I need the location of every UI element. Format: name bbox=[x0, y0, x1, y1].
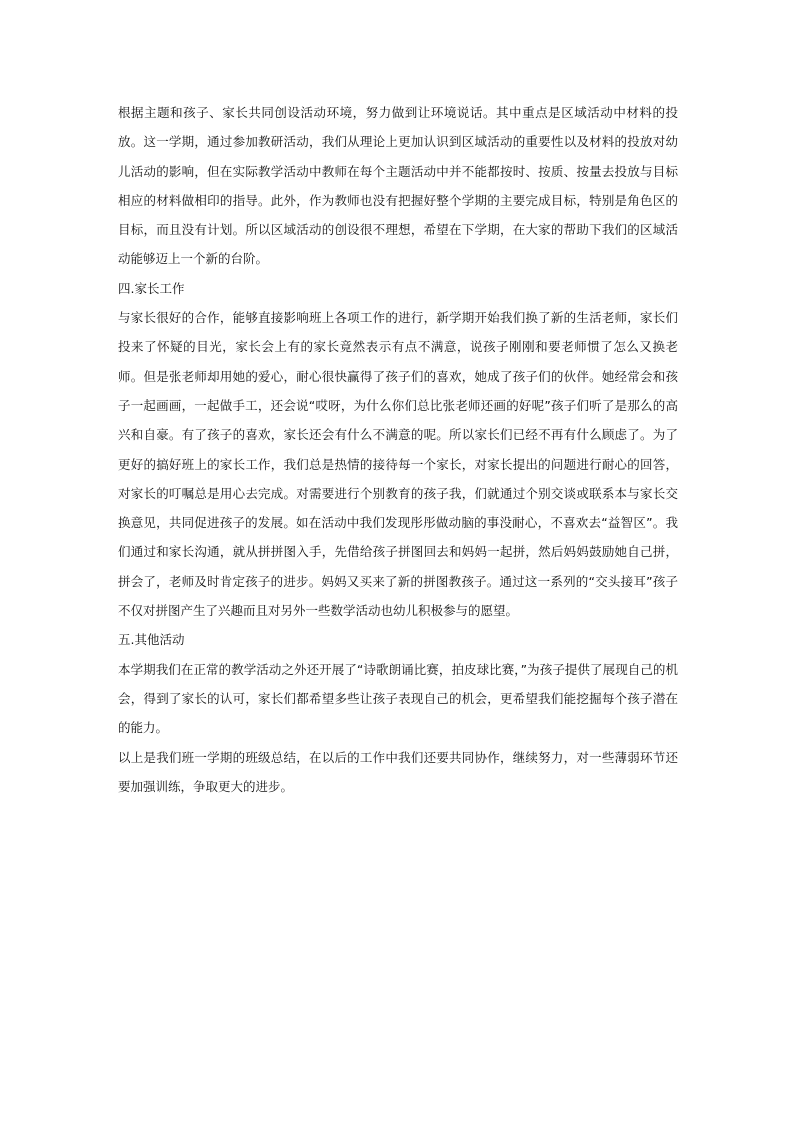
paragraph-conclusion: 以上是我们班一学期的班级总结，在以后的工作中我们还要共同协作，继续努力，对一些薄弱环节还要加强训练，争取更大的进步。 bbox=[118, 749, 678, 794]
paragraph-parent-work: 与家长很好的合作，能够直接影响班上各项工作的进行，新学期开始我们换了新的生活老师，家长们投来了怀疑的目光，家长会上有的家长竟然表示有点不满意，说孩子刚刚和要老师惯了怎么又换老师。但是张老师却用她的爱心，耐心很快赢得了孩子们的喜欢，她成了孩子们的伙伴。她经常会和孩子一起画画，一起做手工，还会说“哎呀，为什么你们总比张老师还画的好呢”孩子们听了是那么的高兴和自豪。有了孩子的喜欢，家长还会有什么不满意的呢。所以家长们已经不再有什么顾虑了。为了更好的搞好班上的家长工作，我们总是热情的接待每一个家长，对家长提出的问题进行耐心的回答，对家长的叮嘱总是用心去完成。对需要进行个别教育的孩子我，们就通过个别交谈或联系本与家长交换意见，共同促进孩子的发展。如在活动中我们发现彤彤做动脑的事没耐心，不喜欢去“益智区”。我们通过和家长沟通，就从拼拼图入手，先借给孩子拼图回去和妈妈一起拼，然后妈妈鼓励她自己拼，拼会了，老师及时肯定孩子的进步。妈妈又买来了新的拼图教孩子。通过这一系列的“交头接耳”孩子不仅对拼图产生了兴趣而且对另外一些数学活动也幼儿积极参与的愿望。 bbox=[118, 310, 678, 619]
section-heading-parent-work: 四.家长工作 bbox=[118, 280, 185, 296]
paragraph-other-activities: 本学期我们在正常的教学活动之外还开展了“诗歌朗诵比赛，拍皮球比赛，”为孩子提供了展现自己的机会，得到了家长的认可，家长们都希望多些让孩子表现自己的机会，更希望我们能挖掘每个孩子潜在的能力。 bbox=[118, 661, 678, 736]
document-body bbox=[118, 98, 678, 801]
paragraph-area-activities: 根据主题和孩子、家长共同创设活动环境，努力做到让环境说话。其中重点是区域活动中材料的投放。这一学期，通过参加教研活动，我们从理论上更加认识到区域活动的重要性以及材料的投放对幼儿活动的影响，但在实际教学活动中教师在每个主题活动中并不能都按时、按质、按量去投放与目标相应的材料做相印的指导。此外，作为教师也没有把握好整个学期的主要完成目标，特别是角色区的目标，而且没有计划。所以区域活动的创设很不理想，希望在下学期，在大家的帮助下我们的区域活动能够迈上一个新的台阶。 bbox=[118, 105, 678, 267]
section-heading-other-activities: 五.其他活动 bbox=[118, 632, 185, 648]
